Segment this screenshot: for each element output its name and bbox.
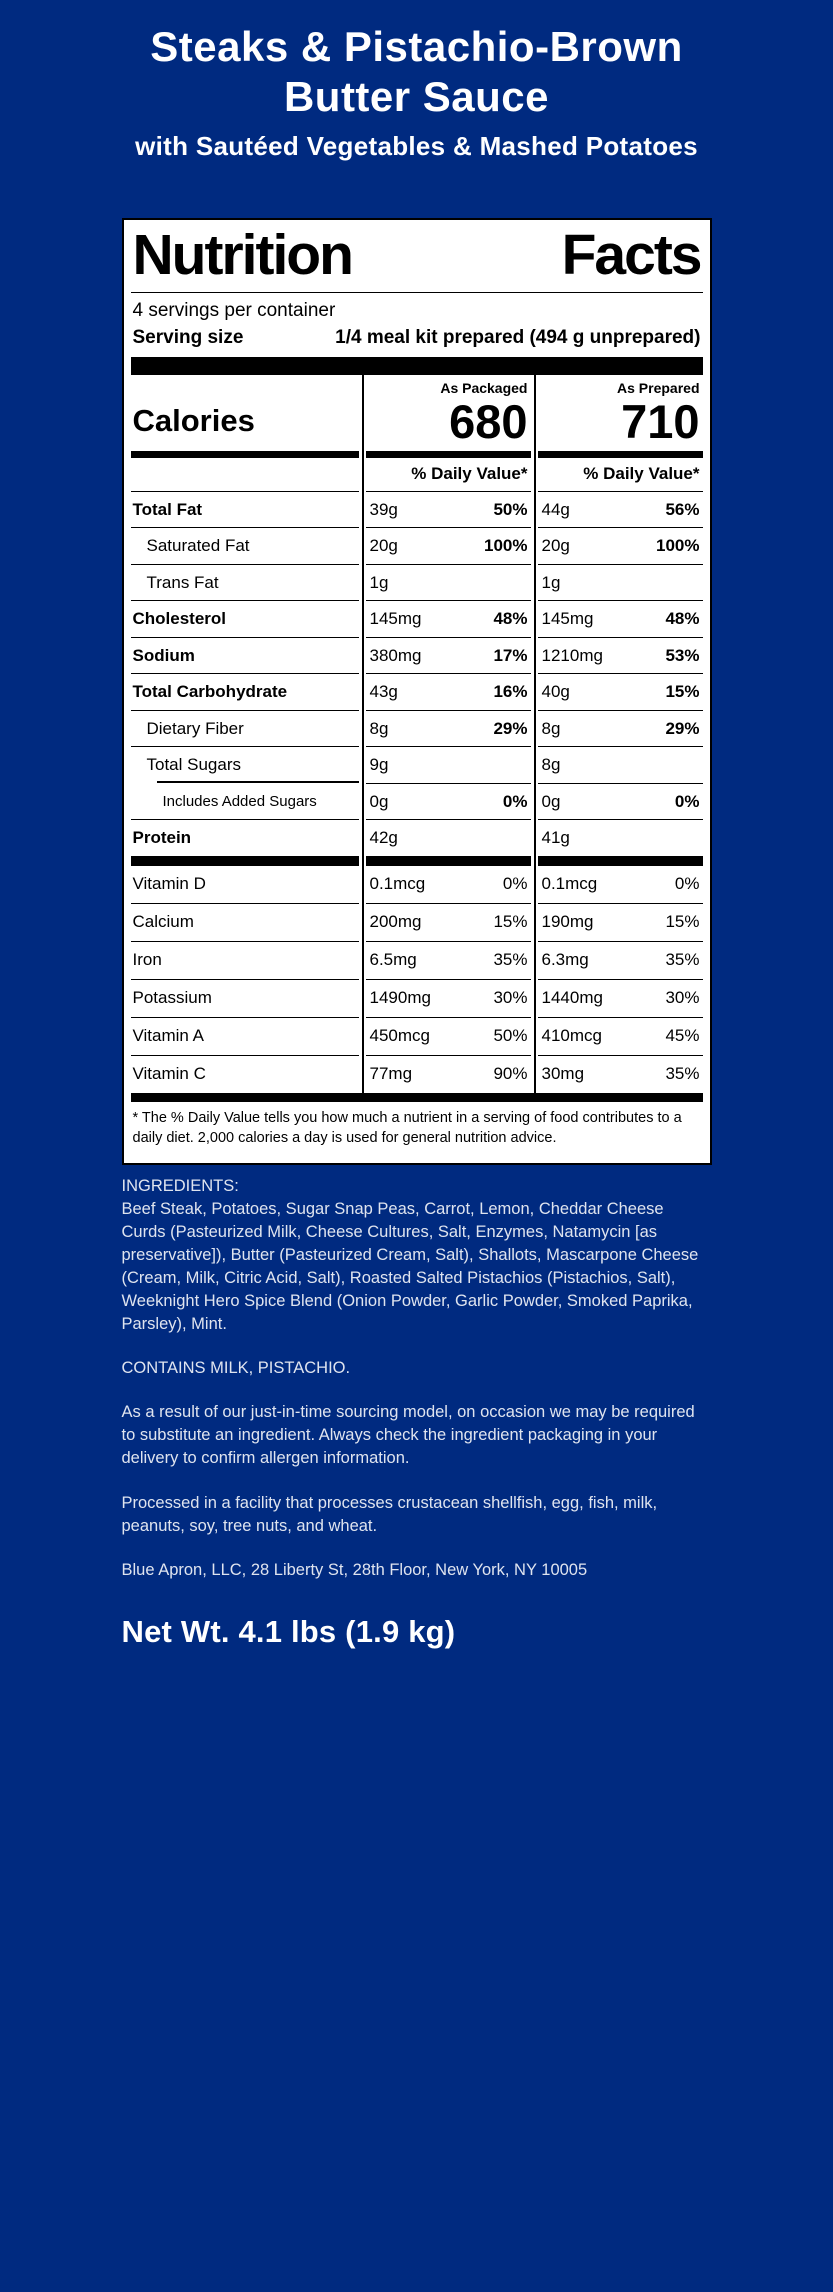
calories-divider: [131, 451, 703, 458]
packaged-dv: 50%: [493, 1026, 528, 1046]
packaged-amount: 0.1mcg: [369, 874, 426, 894]
packaged-dv: 50%: [493, 499, 528, 519]
packaged-dv: 90%: [493, 1064, 528, 1084]
prepared-dv: 30%: [665, 988, 700, 1008]
calories-prepared-value: 710: [621, 394, 700, 448]
calories-packaged-value: 680: [449, 394, 528, 448]
prepared-amount: 8g: [541, 718, 561, 738]
thick-divider-top: [131, 357, 703, 375]
nutrient-row-total-sugars: [131, 746, 703, 783]
nutrient-row-added-sugars: [131, 783, 703, 820]
packaged-dv: 16%: [493, 682, 528, 702]
vitamin-row-vitamin-a: [131, 1017, 703, 1055]
nutrient-name: Cholesterol: [131, 600, 359, 637]
prepared-amount: 410mcg: [541, 1026, 602, 1046]
packaged-dv: 35%: [493, 950, 528, 970]
prepared-dv: 53%: [665, 645, 700, 665]
nutrient-row-cholesterol: [131, 600, 703, 637]
facility-note: Processed in a facility that processes crustacean shellfish, egg, fish, milk, peanuts, soy, tree nuts, and wheat.: [121, 1493, 658, 1535]
nutrient-name: Total Sugars: [131, 746, 359, 783]
prepared-amount: 6.3mg: [541, 950, 589, 970]
prepared-dv: 56%: [665, 499, 700, 519]
packaged-amount: 0g: [369, 791, 389, 811]
column-separator-1: [362, 375, 364, 1093]
prepared-amount: 41g: [541, 828, 570, 848]
allergen-contains: CONTAINS MILK, PISTACHIO.: [121, 1359, 351, 1378]
serving-size-label: Serving size: [132, 326, 244, 348]
nutrient-name: Potassium: [131, 979, 359, 1017]
prepared-amount: 8g: [541, 755, 561, 775]
packaged-dv: 0%: [502, 874, 528, 894]
daily-value-footnote: * The % Daily Value tells you how much a nutrient in a serving of food contributes to a daily diet. 2,000 calories a day is used for general nutrition advice.: [132, 1109, 682, 1147]
packaged-dv: 17%: [493, 645, 528, 665]
packaged-dv: 100%: [484, 536, 528, 556]
prepared-amount: 1g: [541, 572, 561, 592]
as-prepared-header: As Prepared: [617, 379, 700, 396]
prepared-dv: 0%: [674, 874, 700, 894]
packaged-amount: 8g: [369, 718, 389, 738]
calories-label: Calories: [132, 403, 255, 439]
nutrient-row-saturated-fat: [131, 527, 703, 564]
packaged-dv: 30%: [493, 988, 528, 1008]
ingredients-list: Beef Steak, Potatoes, Sugar Snap Peas, Carrot, Lemon, Cheddar Cheese Curds (Pasteurized Milk, Cheese Cultures, Salt, Enzymes, Natamycin [as preservative]), Butter (Pasteurized Cream, Salt), Shallots, Mascarpone Cheese (Cream, Milk, Citric Acid, Salt), Roasted Salted Pistachios (Pistachios, Salt), Weeknight Hero Spice Blend (Onion Powder, Garlic Powder, Smoked Paprika, Parsley), Mint.: [121, 1199, 699, 1334]
calories-row: [131, 396, 703, 451]
as-packaged-header: As Packaged: [440, 379, 528, 396]
nutrient-name: Trans Fat: [131, 564, 359, 601]
prepared-amount: 145mg: [541, 609, 594, 629]
nutrient-name: Sodium: [131, 637, 359, 674]
prepared-amount: 1210mg: [541, 645, 603, 665]
prepared-dv: 100%: [656, 536, 700, 556]
column-headers-row: [131, 375, 703, 396]
packaged-dv: 0%: [502, 791, 528, 811]
prepared-dv: 35%: [665, 950, 700, 970]
nutrient-name: Total Fat: [131, 491, 359, 528]
nutrient-name: Calcium: [131, 903, 359, 941]
daily-value-header-packaged: % Daily Value*: [411, 463, 528, 483]
packaged-amount: 380mg: [369, 645, 422, 665]
macro-vitamin-divider: [131, 856, 703, 866]
packaged-dv: 15%: [493, 912, 528, 932]
nutrient-row-trans-fat: [131, 564, 703, 601]
nutrient-row-protein: [131, 819, 703, 856]
daily-value-header-row: [131, 458, 703, 491]
packaged-amount: 200mg: [369, 912, 422, 932]
prepared-amount: 20g: [541, 536, 570, 556]
nutrient-name: Vitamin D: [132, 874, 206, 894]
packaged-amount: 1g: [369, 572, 389, 592]
packaged-amount: 1490mg: [369, 988, 431, 1008]
packaged-dv: 29%: [493, 718, 528, 738]
nutrition-facts-word1: Nutrition: [132, 223, 352, 288]
vitamin-row-vitamin-c: [131, 1055, 703, 1093]
nutrient-name: Protein: [131, 819, 359, 856]
nutrient-name: Saturated Fat: [131, 527, 359, 564]
prepared-dv: 15%: [665, 912, 700, 932]
prepared-dv: 35%: [665, 1064, 700, 1084]
prepared-dv: 29%: [665, 718, 700, 738]
nutrient-name: Total Carbohydrate: [131, 673, 359, 710]
prepared-dv: 0%: [674, 791, 700, 811]
nutrient-row-total-fat: [131, 491, 703, 528]
nutrient-name: Vitamin A: [131, 1017, 359, 1055]
servings-per-container: 4 servings per container: [132, 299, 336, 321]
product-info: [122, 1175, 712, 1582]
net-weight: Net Wt. 4.1 lbs (1.9 kg): [121, 1613, 456, 1649]
recipe-title: [40, 22, 793, 121]
serving-size-value: 1/4 meal kit prepared (494 g unprepared): [335, 326, 701, 348]
prepared-amount: 1440mg: [541, 988, 603, 1008]
recipe-subtitle: with Sautéed Vegetables & Mashed Potatoes: [135, 131, 698, 162]
prepared-amount: 30mg: [541, 1064, 585, 1084]
prepared-dv: 15%: [665, 682, 700, 702]
packaged-amount: 77mg: [369, 1064, 413, 1084]
substitution-note: As a result of our just-in-time sourcing model, on occasion we may be required to substitute an ingredient. Always check the ingredient packaging in your delivery to confirm allergen information.: [121, 1403, 695, 1468]
column-separator-2: [534, 375, 536, 1093]
nutrient-name: Includes Added Sugars: [131, 783, 359, 820]
hero-header: [0, 0, 833, 162]
prepared-amount: 0.1mcg: [541, 874, 598, 894]
recipe-title-line2: Butter Sauce: [283, 72, 550, 120]
packaged-amount: 39g: [369, 499, 398, 519]
ingredients-heading: INGREDIENTS:: [121, 1176, 239, 1195]
prepared-amount: 0g: [541, 791, 561, 811]
nutrient-name: Dietary Fiber: [131, 710, 359, 747]
vitamin-row-potassium: [131, 979, 703, 1017]
packaged-amount: 42g: [369, 828, 398, 848]
vitamin-row-iron: [131, 941, 703, 979]
prepared-dv: 45%: [665, 1026, 700, 1046]
thick-divider-bottom: [131, 1093, 703, 1102]
nutrient-row-total-carbohydrate: [131, 673, 703, 710]
nutrient-name: Vitamin C: [131, 1055, 359, 1093]
prepared-amount: 190mg: [541, 912, 594, 932]
packaged-dv: 48%: [493, 609, 528, 629]
packaged-amount: 450mcg: [369, 1026, 430, 1046]
packaged-amount: 20g: [369, 536, 398, 556]
serving-size-row: [131, 324, 703, 357]
packaged-amount: 145mg: [369, 609, 422, 629]
nutrition-facts-title: [131, 224, 703, 292]
recipe-title-line1: Steaks & Pistachio-Brown: [150, 23, 683, 70]
nutrient-row-sodium: [131, 637, 703, 674]
packaged-amount: 6.5mg: [369, 950, 417, 970]
nutrition-facts-panel: [122, 218, 712, 1164]
packaged-amount: 9g: [369, 755, 389, 775]
company-address: Blue Apron, LLC, 28 Liberty St, 28th Floor, New York, NY 10005: [121, 1560, 588, 1579]
nutrient-name: Iron: [131, 941, 359, 979]
nutrition-table: [131, 375, 703, 1093]
daily-value-header-prepared: % Daily Value*: [583, 463, 700, 483]
vitamin-row-vitamin-d: [131, 866, 703, 903]
nutrient-row-dietary-fiber: [131, 710, 703, 747]
prepared-amount: 40g: [541, 682, 570, 702]
nutrition-facts-word2: Facts: [561, 223, 701, 288]
vitamin-row-calcium: [131, 903, 703, 941]
packaged-amount: 43g: [369, 682, 398, 702]
prepared-dv: 48%: [665, 609, 700, 629]
prepared-amount: 44g: [541, 499, 570, 519]
